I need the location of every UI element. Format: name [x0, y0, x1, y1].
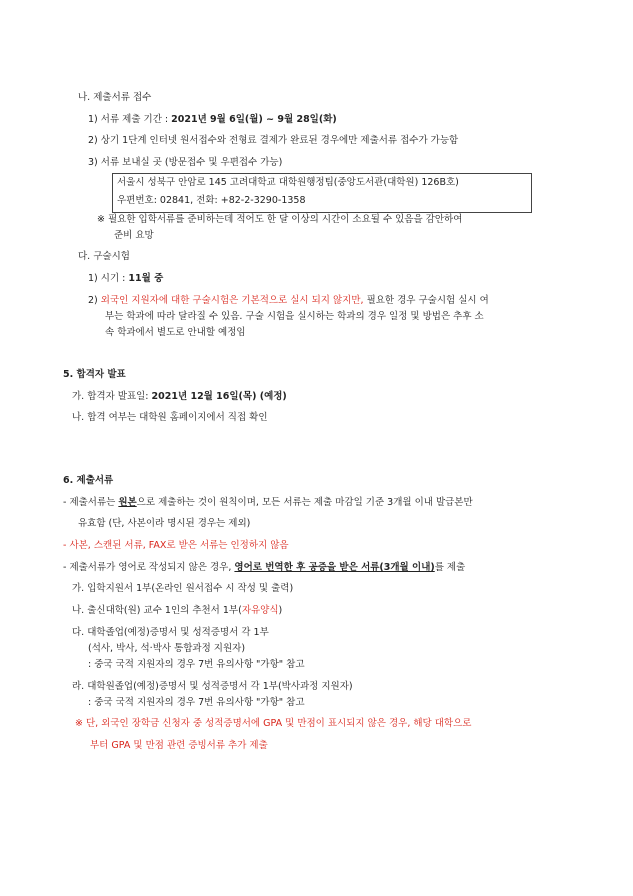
submission-period-date: 2021년 9월 6일(월) ~ 9월 28일(화) [171, 114, 337, 125]
translation-rule-post: 를 제출 [434, 562, 466, 573]
oral-exam-policy-rest: 필요한 경우 구술시험 실시 여 [363, 295, 489, 306]
announcement-date [72, 390, 287, 403]
subsection-title-oral-exam: 다. 구술시험 [78, 251, 130, 262]
original-rule [63, 496, 473, 509]
submission-period [88, 113, 337, 126]
address-text: 서울시 성북구 안암로 145 고려대학교 대학원행정팀(중앙도서관(대학원) 126B호) [117, 177, 459, 188]
gpa-note: ※ 단, 외국인 장학금 신청자 중 성적증명서에 GPA 및 만점이 표시되지 않은 경우, 해당 대학으로 [75, 718, 472, 729]
doc-undergrad-china-note: : 중국 국적 지원자의 경우 7번 유의사항 "가항" 참고 [88, 659, 305, 670]
translation-rule [63, 561, 465, 574]
oral-exam-policy [88, 294, 489, 307]
doc-undergrad-certificate: 다. 대학졸업(예정)증명서 및 성적증명서 각 1부 [72, 627, 269, 638]
doc-grad-certificate: 라. 대학원졸업(예정)증명서 및 성적증명서 각 1부(박사과정 지원자) [72, 681, 353, 692]
announcement-date-value: 2021년 12월 16일(목) (예정) [151, 391, 287, 402]
doc-grad-china-note: : 중국 국적 지원자의 경우 7번 유의사항 "가항" 참고 [88, 697, 305, 708]
doc-application-form: 가. 입학지원서 1부(온라인 원서접수 시 작성 및 출력) [72, 583, 294, 594]
contact-text: 우편번호: 02841, 전화: +82-2-3290-1358 [117, 195, 306, 206]
oral-exam-timing [88, 272, 163, 285]
copy-not-accepted: - 사본, 스캔된 서류, FAX로 받은 서류는 인정하지 않음 [63, 540, 289, 551]
section-title-results: 5. 합격자 발표 [63, 369, 126, 380]
translation-rule-pre: - 제출서류가 영어로 작성되지 않은 경우, [63, 562, 235, 573]
mailing-address-label: 3) 서류 보내실 곳 (방문접수 및 우편접수 가능) [88, 157, 283, 168]
original-rule-post: 으로 제출하는 것이 원칙이며, 모든 서류는 제출 마감일 기준 3개월 이내 발급본만 [136, 497, 473, 508]
submission-period-label: 1) 서류 제출 기간 : [88, 114, 172, 125]
doc-recommendation-red: 자유양식 [241, 605, 279, 616]
original-rule-line2: 유효함 (단, 사본이라 명시된 경우는 제외) [78, 518, 251, 529]
section-title-documents: 6. 제출서류 [63, 475, 114, 486]
preparation-note: ※ 필요한 입학서류를 준비하는데 적어도 한 달 이상의 시간이 소요될 수 있음을 감안하여 [97, 214, 463, 225]
doc-recommendation-post: ) [278, 605, 283, 616]
oral-exam-timing-label: 1) 시기 : [88, 273, 129, 284]
oral-exam-policy-num: 2) [88, 295, 101, 306]
subsection-title-document-receipt: 나. 제출서류 접수 [78, 92, 152, 103]
doc-recommendation [72, 604, 282, 617]
original-rule-pre: - 제출서류는 [63, 497, 119, 508]
oral-exam-timing-value: 11월 중 [128, 273, 164, 284]
oral-exam-policy-line3: 속 학과에서 별도로 안내할 예정임 [105, 327, 246, 338]
oral-exam-policy-red: 외국인 지원자에 대한 구술시험은 기본적으로 실시 되지 않지만, [100, 295, 364, 306]
announcement-date-label: 가. 합격자 발표일: [72, 391, 152, 402]
translation-rule-bold: 영어로 번역한 후 공증을 받은 서류(3개월 이내) [234, 562, 435, 573]
doc-recommendation-pre: 나. 출신대학(원) 교수 1인의 추천서 1부( [72, 605, 242, 616]
oral-exam-policy-line2: 부는 학과에 따라 달라질 수 있음. 구술 시험을 실시하는 학과의 경우 일정 및 방법은 추후 소 [105, 311, 484, 322]
original-rule-bold: 원본 [118, 497, 137, 508]
preparation-note-cont: 준비 요망 [114, 230, 154, 241]
doc-undergrad-applicants: (석사, 박사, 석·박사 통합과정 지원자) [88, 643, 246, 654]
announcement-check: 나. 합격 여부는 대학원 홈페이지에서 직접 확인 [72, 412, 268, 423]
gpa-note-cont: 부터 GPA 및 만점 관련 증빙서류 추가 제출 [90, 740, 268, 751]
receipt-condition: 2) 상기 1단계 인터넷 원서접수와 전형료 결제가 완료된 경우에만 제출서류 접수가 가능함 [88, 135, 459, 146]
